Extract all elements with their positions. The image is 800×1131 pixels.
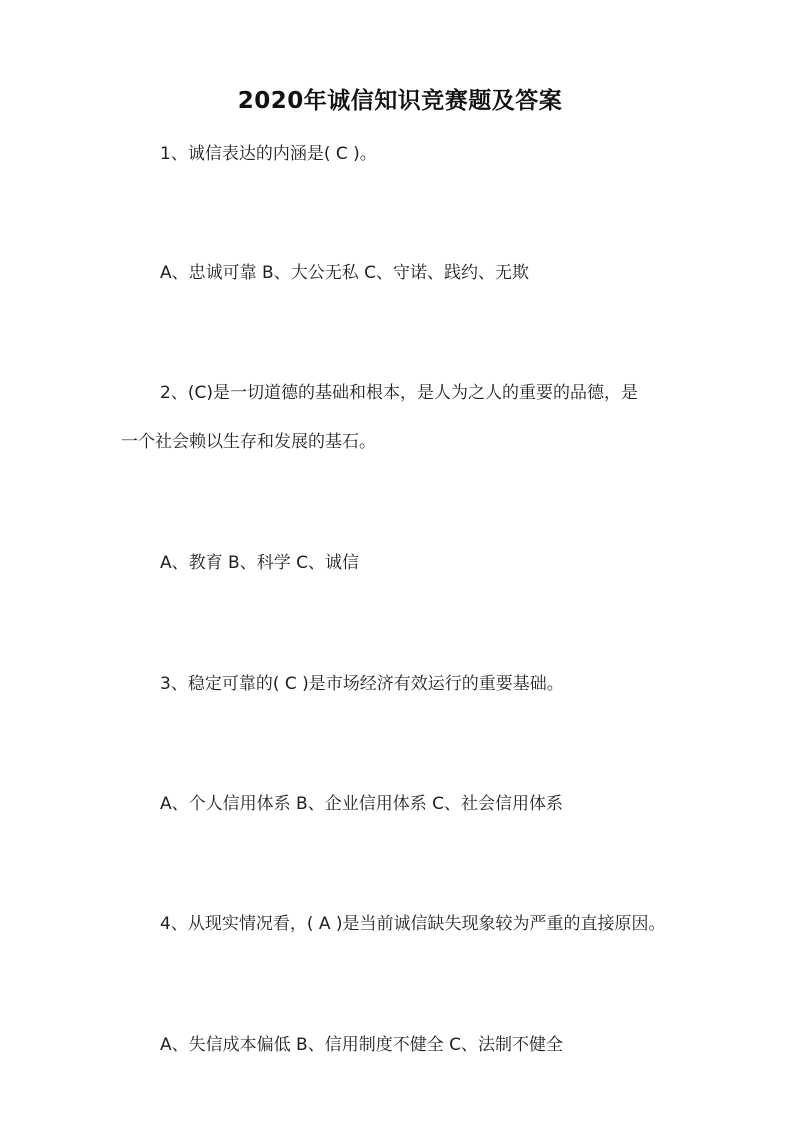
question-1: 1、诚信表达的内涵是( C )。 xyxy=(160,144,377,164)
question-2-options: A、教育 B、科学 C、诚信 xyxy=(160,553,359,573)
question-4-options: A、失信成本偏低 B、信用制度不健全 C、法制不健全 xyxy=(160,1035,563,1055)
question-2-line-1: 2、(C)是一切道德的基础和根本，是人为之人的重要的品德，是 xyxy=(160,383,638,403)
question-3: 3、稳定可靠的( C )是市场经济有效运行的重要基础。 xyxy=(160,674,564,694)
question-1-options: A、忠诚可靠 B、大公无私 C、守诺、践约、无欺 xyxy=(160,263,529,283)
question-3-options: A、个人信用体系 B、企业信用体系 C、社会信用体系 xyxy=(160,794,563,814)
question-4: 4、从现实情况看，( A )是当前诚信缺失现象较为严重的直接原因。 xyxy=(160,914,666,934)
question-2-line-2: 一个社会赖以生存和发展的基石。 xyxy=(121,432,376,452)
page-title: 2020年诚信知识竞赛题及答案 xyxy=(237,88,563,114)
